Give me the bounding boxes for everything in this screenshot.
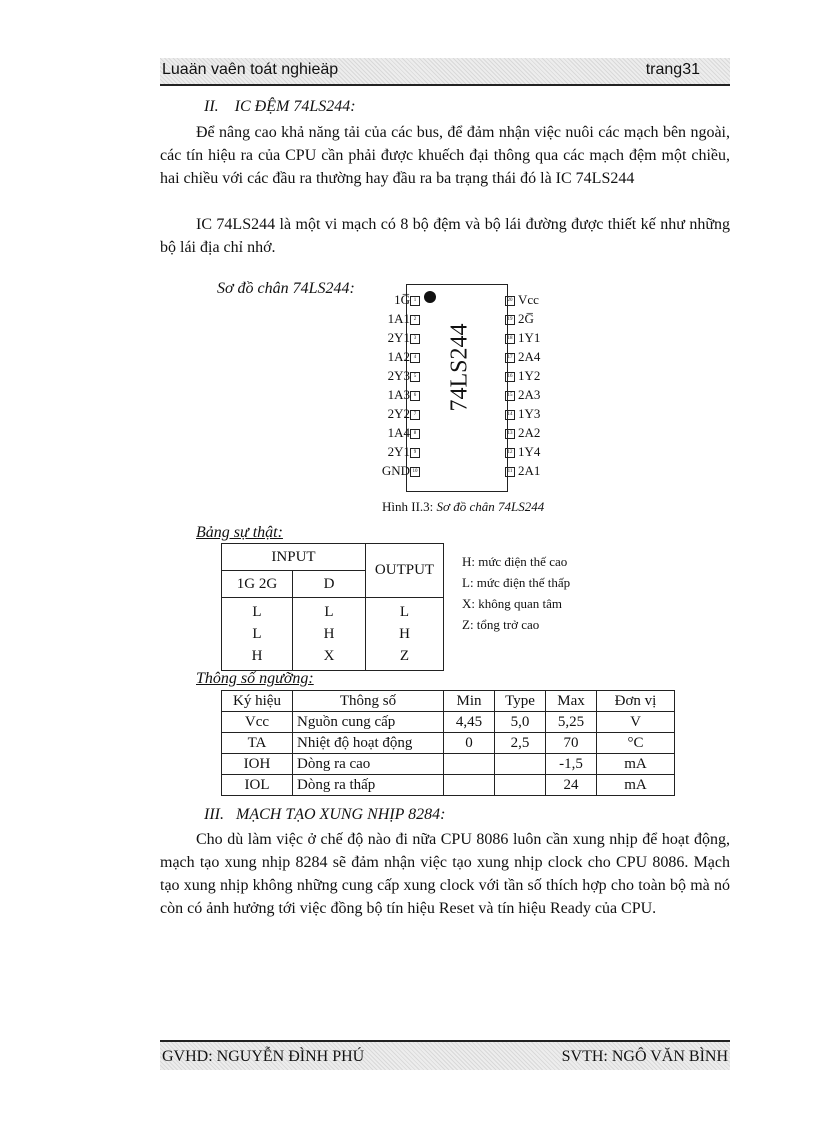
left-pin-list [340,290,420,480]
params-cell [444,775,495,796]
pin-20 [505,290,565,309]
params-cell [495,775,546,796]
truth-cell: Z [399,648,410,664]
truth-input-header: INPUT [222,544,366,571]
params-cell: IOL [222,775,293,796]
pin-number-box: 13 [505,429,515,439]
pin-5 [340,366,420,385]
pin-14 [505,404,565,423]
pin-number-box: 7 [410,410,420,420]
params-cell: Dòng ra cao [293,754,444,775]
params-cell: 2,5 [495,733,546,754]
pin-name: 2A4 [518,349,541,364]
params-cell [444,754,495,775]
pin-12 [505,442,565,461]
pin-name: 2G̅ [518,311,534,326]
params-cell: Nguồn cung cấp [293,712,444,733]
pin-7 [340,404,420,423]
params-cell: IOH [222,754,293,775]
params-cell: mA [597,754,675,775]
params-header: Type [495,691,546,712]
section3-paragraph-1: Cho dù làm việc ở chế độ nào đi nữa CPU 8086 luôn cần xung nhịp để hoạt động, mạch tạo xung nhịp 8284 sẽ đảm nhận việc tạo xung nhịp clock cho CPU 8086. Mạch tạo xung nhịp không những cung cấp xung clock với tần số thích hợp cho toàn bộ mà nó còn có ảnh hưởng tới việc đồng bộ tín hiệu Reset và tín hiệu Ready của CPU. [160,831,730,917]
pin-10 [340,461,420,480]
right-pin-list [505,290,565,480]
page-header [160,58,730,86]
pin-name: 1A4 [387,425,410,440]
pin-number-box: 14 [505,410,515,420]
pinout-caption [382,499,544,515]
pin-8 [340,423,420,442]
params-header: Đơn vị [597,691,675,712]
pin-number-box: 5 [410,372,420,382]
chip-name: 74LS244 [446,323,473,412]
legend-item: X: không quan tâm [462,596,563,611]
pin-number-box: 19 [505,315,515,325]
pin-name: Vcc [518,292,539,307]
params-cell: 24 [546,775,597,796]
params-cell: TA [222,733,293,754]
truth-table [221,543,444,671]
pin-name: 2Y3 [387,368,410,383]
section2-paragraph-2: IC 74LS244 là một vi mạch có 8 bộ đệm và bộ lái đường được thiết kế như những bộ lái địa chỉ nhớ. [160,216,730,256]
caption-prefix: Hình II.3: [382,499,437,514]
pin-name: 2Y2 [387,406,410,421]
pin-number-box: 12 [505,448,515,458]
truth-legend [462,551,570,635]
pin-number-box: 1 [410,296,420,306]
params-cell: 70 [546,733,597,754]
params-cell: °C [597,733,675,754]
pin-number-box: 2 [410,315,420,325]
pin-name: 1A1 [387,311,410,326]
pin-number-box: 10 [410,467,420,477]
truth-col-d [293,598,366,671]
table-row [222,712,675,733]
truth-cell: L [399,604,410,620]
params-cell: Nhiệt độ hoạt động [293,733,444,754]
pin-1 [340,290,420,309]
truth-cell: H [323,626,335,642]
pinout-label: Sơ đồ chân 74LS244: [217,280,355,297]
header-title: Luaän vaên toát nghieäp [162,61,339,78]
pin-15 [505,385,565,404]
pin-name: 1Y3 [518,406,541,421]
table-row [222,733,675,754]
pin-number-box: 20 [505,296,515,306]
pin-6 [340,385,420,404]
params-cell: -1,5 [546,754,597,775]
table-row [222,775,675,796]
pin-name: 2A3 [518,387,541,402]
params-table [221,690,675,796]
pin-name: 2Y1 [387,330,410,345]
section3-heading: III. MẠCH TẠO XUNG NHỊP 8284: [204,806,446,823]
params-cell: 4,45 [444,712,495,733]
params-cell: mA [597,775,675,796]
pin-17 [505,347,565,366]
pin1-marker-dot [424,291,436,303]
params-header: Max [546,691,597,712]
pin-3 [340,328,420,347]
pin-number-box: 18 [505,334,515,344]
pin-number-box: 15 [505,391,515,401]
pin-name: 1Y2 [518,368,541,383]
truth-cell: H [399,626,410,642]
pin-name: 2A1 [518,463,541,478]
truth-cell: L [324,604,334,620]
pin-name: 1A2 [387,349,410,364]
page-footer [160,1040,730,1070]
header-page-number: trang31 [645,61,700,78]
section2-heading: II. IC ĐỆM 74LS244: [204,98,356,115]
pin-number-box: 17 [505,353,515,363]
pin-number-box: 6 [410,391,420,401]
truth-col-g [222,598,293,671]
pin-name: 1Y4 [518,444,541,459]
pin-name: 2A2 [518,425,541,440]
pin-11 [505,461,565,480]
params-cell [495,754,546,775]
params-cell: Dòng ra thấp [293,775,444,796]
pin-13 [505,423,565,442]
pin-name: 1Y1 [518,330,541,345]
legend-item: L: mức điện thế thấp [462,575,571,590]
pin-9 [340,442,420,461]
params-header: Ký hiệu [222,691,293,712]
params-cell: V [597,712,675,733]
pin-name: GND [381,463,410,478]
pin-number-box: 9 [410,448,420,458]
pin-number-box: 16 [505,372,515,382]
truth-cell: L [252,626,262,642]
legend-item: Z: tổng trở cao [462,617,540,632]
footer-student: SVTH: NGÔ VĂN BÌNH [561,1048,728,1065]
caption-title: Sơ đồ chân 74LS244 [436,499,545,514]
pin-19 [505,309,565,328]
params-table-label: Thông số ngưỡng: [196,670,314,687]
params-header: Thông số [293,691,444,712]
truth-table-label: Bảng sự thật: [196,524,283,541]
pin-number-box: 3 [410,334,420,344]
truth-col-output [366,598,444,671]
footer-advisor: GVHD: NGUYỄN ĐÌNH PHÚ [162,1048,365,1065]
params-header: Min [444,691,495,712]
params-cell: 0 [444,733,495,754]
pin-16 [505,366,565,385]
params-cell: Vcc [222,712,293,733]
legend-item: H: mức điện thế cao [462,554,568,569]
pin-18 [505,328,565,347]
truth-d-header: D [293,571,366,598]
pin-number-box: 8 [410,429,420,439]
pin-number-box: 4 [410,353,420,363]
params-cell: 5,25 [546,712,597,733]
table-row [222,754,675,775]
truth-output-header: OUTPUT [366,544,444,598]
pin-number-box: 11 [505,467,515,477]
section2-paragraph-1: Để nâng cao khả năng tải của các bus, để đảm nhận việc nuôi các mạch bên ngoài, các tín hiệu ra của CPU cần phải được khuếch đại thông qua các mạch đệm một chiều, hai chiều với các đầu ra thường hay đầu ra ba trạng thái đó là IC 74LS244 [160,124,730,187]
truth-cell: H [251,648,263,664]
truth-g-header: 1G 2G [222,571,293,598]
pin-4 [340,347,420,366]
truth-cell: L [252,604,262,620]
params-cell: 5,0 [495,712,546,733]
pin-name: 1G̅ [394,292,410,307]
pin-name: 2Y1 [387,444,410,459]
pin-2 [340,309,420,328]
pin-name: 1A3 [387,387,410,402]
truth-cell: X [323,648,335,664]
